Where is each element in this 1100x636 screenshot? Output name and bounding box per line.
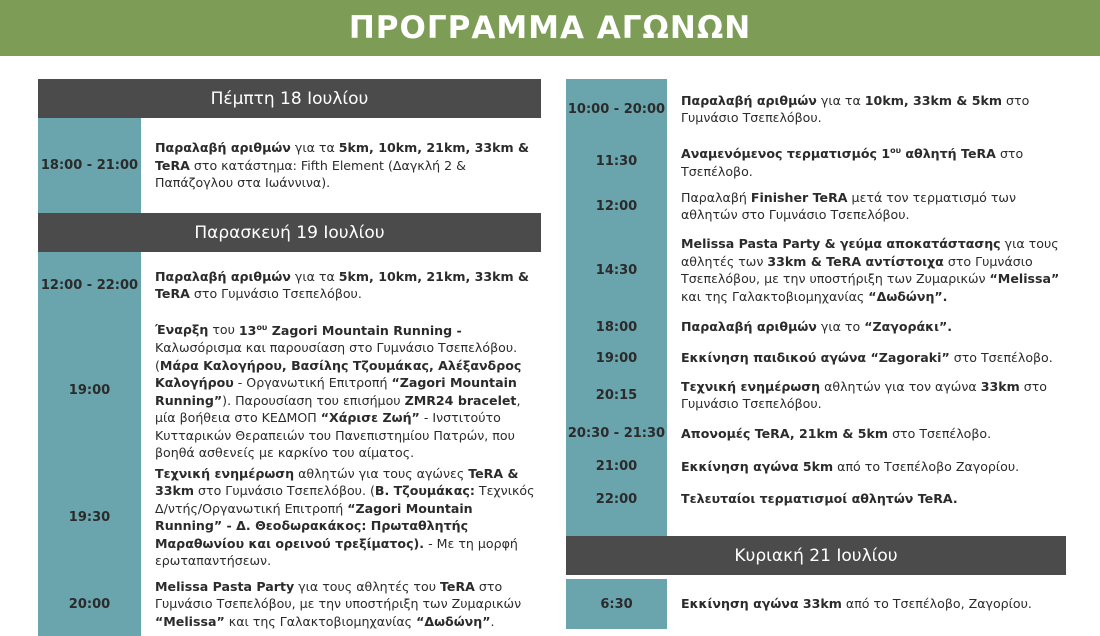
- schedule-row: [566, 183, 1066, 229]
- event-time: 6:30: [566, 579, 667, 629]
- event-description: Απονομές TeRA, 21km & 5km στο Τσεπέλοβο.: [681, 425, 992, 441]
- schedule-row: [566, 417, 1066, 450]
- schedule-row: [38, 572, 541, 636]
- event-description: Παραλαβή αριθμών για τα 5km, 10km, 21km, 33km & TeRA στο κατάστημα: Fifth Element (Δαγκλή 2 & Παπάζογλου στα Ιωάννινα).: [155, 140, 530, 191]
- right-column: [566, 79, 1066, 629]
- schedule-row: [566, 139, 1066, 183]
- event-description: Παραλαβή Finisher TeRA μετά τον τερματισμό των αθλητών στο Γυμνάσιο Τσεπελόβου.: [681, 189, 1016, 222]
- schedule-row: [566, 579, 1066, 629]
- event-description: Τελευταίοι τερματισμοί αθλητών TeRA.: [681, 491, 958, 507]
- event-description: Παραλαβή αριθμών για το “Ζαγοράκι”.: [681, 319, 953, 335]
- event-time: 10:00 - 20:00: [566, 79, 667, 139]
- schedule-row: [38, 252, 541, 318]
- page-title: ΠΡΟΓΡΑΜΜΑ ΑΓΩΝΩΝ: [0, 0, 1100, 56]
- schedule-row: [566, 343, 1066, 373]
- event-time: 12:00: [566, 183, 667, 229]
- event-time: 12:00 - 22:00: [38, 252, 141, 318]
- day-header-friday: Παρασκευή 19 Ιουλίου: [38, 213, 541, 252]
- event-description: Παραλαβή αριθμών για τα 5km, 10km, 21km, 33km & TeRA στο Γυμνάσιο Τσεπελόβου.: [155, 268, 530, 301]
- event-time: 11:30: [566, 139, 667, 183]
- event-time: 19:00: [38, 318, 141, 462]
- event-time: 19:30: [38, 462, 141, 572]
- schedule-row: [38, 462, 541, 572]
- event-time: 21:00: [566, 450, 667, 483]
- schedule-row: [566, 483, 1066, 515]
- day-header-sunday: Κυριακή 21 Ιουλίου: [566, 536, 1066, 575]
- event-description: Εκκίνηση αγώνα 33km από το Τσεπέλοβο, Ζαγορίου.: [681, 596, 1032, 612]
- event-time: 20:15: [566, 373, 667, 417]
- event-description: Melissa Pasta Party & γεύμα αποκατάστασης για τους αθλητές των 33km & TeRA αντίστοιχα στο Γυμνάσιο Τσεπελόβου, με την υποστήριξη των Ζυμαρικών “Melissa” και της Γαλακτοβιομηχανίας “Δωδώνη”.: [681, 236, 1060, 304]
- event-time: 22:00: [566, 483, 667, 515]
- schedule-row: [566, 373, 1066, 417]
- event-time: 18:00 - 21:00: [38, 118, 141, 213]
- event-time: 20:00: [38, 572, 141, 636]
- schedule-row: [38, 318, 541, 462]
- schedule-row: [566, 311, 1066, 343]
- schedule-row: [566, 450, 1066, 483]
- event-time: 18:00: [566, 311, 667, 343]
- event-description: Έναρξη του $13^{o\upsilon}$ Zagori Mountain Running - Καλωσόρισμα και παρουσίαση στο Γυμνάσιο Τσεπελόβου. (Μάρα Καλογήρου, Βασίλης Τζουμάκας, Αλέξανδρος Καλογήρου - Οργανωτική Επιτροπή “Zagori Mountain Running”). Παρουσίαση του επισήμου ZMR24 bracelet, μία βοήθεια στο ΚΕΔΜΟΠ “Χάρισε Ζωή” - Ινστιτούτο Κυτταρικών Θεραπειών του Πανεπιστημίου Πατρών, που βοηθά ασθενείς με καρκίνο του αίματος.: [155, 322, 522, 461]
- event-time: 19:00: [566, 343, 667, 373]
- event-description: Παραλαβή αριθμών για τα 10km, 33km & 5km στο Γυμνάσιο Τσεπελόβου.: [681, 92, 1030, 125]
- event-description: Αναμενόμενος τερματισμός $1^{o\upsilon}$ αθλητή TeRA στο Τσεπέλοβο.: [681, 145, 1024, 179]
- event-description: Melissa Pasta Party για τους αθλητές του TeRA στο Γυμνάσιο Τσεπελόβου, με την υποστήριξη των Ζυμαρικών “Melissa” και της Γαλακτοβιομηχανίας “Δωδώνη”.: [155, 578, 522, 629]
- column-spacer: [566, 515, 667, 536]
- event-description: Εκκίνηση παιδικού αγώνα “Zagoraki” στο Τσεπέλοβο.: [681, 350, 1053, 366]
- event-time: 20:30 - 21:30: [566, 417, 667, 450]
- schedule-row: [38, 118, 541, 213]
- event-description: Τεχνική ενημέρωση αθλητών για τους αγώνες TeRA & 33km στο Γυμνάσιο Τσεπελόβου. (Β. Τζουμάκας: Τεχνικός Δ/ντής/Οργανωτική Επιτροπή “Zagori Mountain Running” - Δ. Θεοδωρακάκος: Πρωταθλητής Μαραθωνίου και ορεινού τρεξίματος). - Με τη μορφή ερωταπαντήσεων.: [155, 465, 535, 568]
- event-time: 14:30: [566, 229, 667, 311]
- left-column: [38, 79, 541, 636]
- event-description: Εκκίνηση αγώνα 5km από το Τσεπέλοβο Ζαγορίου.: [681, 458, 1020, 474]
- day-header-thursday: Πέμπτη 18 Ιουλίου: [38, 79, 541, 118]
- schedule-row: [566, 229, 1066, 311]
- event-description: Τεχνική ενημέρωση αθλητών για τον αγώνα 33km στο Γυμνάσιο Τσεπελόβου.: [681, 378, 1047, 411]
- schedule-row: [566, 79, 1066, 139]
